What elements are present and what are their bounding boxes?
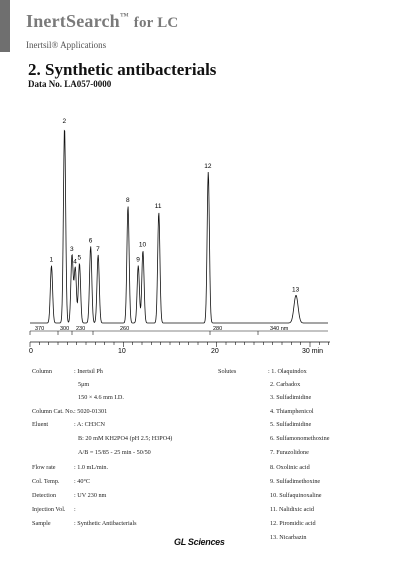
solute-item: 4. Thiamphenicol: [270, 408, 314, 415]
wavelength-label-6: 340 nm: [270, 326, 289, 332]
wavelength-label-4: 260: [120, 326, 130, 332]
time-axis-ticks: [30, 342, 329, 347]
peak-label-10: 10: [138, 241, 147, 249]
x-tick-label-10: 10: [118, 348, 126, 355]
peak-label-9: 9: [136, 256, 140, 264]
column-value: : Inertsil Ph: [74, 368, 103, 375]
data-number: Data No. LA057-0000: [28, 79, 112, 89]
peak-label-4: 4: [73, 258, 77, 266]
solute-item: 5. Sulfadimidine: [270, 421, 312, 428]
sample-label: Sample: [32, 520, 51, 527]
peak-labels: [50, 118, 300, 293]
eluent-label: Eluent: [32, 421, 49, 428]
x-tick-label-30: 30 min: [302, 348, 324, 355]
peak-label-7: 7: [96, 245, 100, 253]
solute-item: : 1. Olaquindox: [268, 368, 307, 375]
column-dimensions: 150 × 4.6 mm I.D.: [78, 394, 124, 401]
injection-label: Injection Vol.: [32, 506, 66, 513]
wavelength-label-1: 370: [35, 326, 45, 332]
peak-label-12: 12: [204, 162, 212, 170]
peak-label-6: 6: [88, 237, 93, 245]
x-tick-label-20: 20: [211, 348, 219, 355]
cat-label: Column Cat. No.: [32, 408, 75, 415]
solute-item: 3. Sulfadimidine: [270, 394, 312, 401]
solutes-label: Solutes: [218, 368, 237, 375]
peak-label-8: 8: [126, 196, 130, 204]
eluent-ratio: A/B = 15/85 - 25 min - 50/50: [78, 449, 151, 456]
solute-item: 9. Sulfadimethoxine: [270, 478, 321, 485]
solute-item: 12. Piromidic acid: [270, 520, 316, 527]
page-title: 2. Synthetic antibacterials: [28, 60, 217, 79]
flow-label: Flow rate: [32, 464, 56, 471]
time-axis: [29, 342, 330, 355]
solute-item: 10. Sulfaquinoxaline: [270, 492, 322, 499]
peak-label-3: 3: [70, 245, 74, 253]
brand-suffix: for LC: [133, 15, 179, 31]
wavelength-label-5: 280: [213, 326, 223, 332]
solute-item: 8. Oxolinic acid: [270, 464, 310, 471]
eluent-b: B: 20 mM KH2PO4 (pH 2.5; H3PO4): [78, 435, 173, 442]
flow-value: : 1.0 mL/min.: [74, 464, 109, 471]
cat-value: : 5020-01301: [74, 408, 108, 415]
solute-item: 2. Carbadox: [270, 381, 301, 388]
brand-name: InertSearch: [26, 11, 120, 31]
peak-label-5: 5: [77, 254, 82, 262]
gl-sciences-logo: GL Sciences: [174, 537, 225, 547]
peak-label-2: 2: [62, 118, 67, 125]
trademark-mark: ™: [119, 11, 130, 21]
sample-value: : Synthetic Antibacterials: [74, 520, 137, 527]
solute-item: 7. Furazolidone: [270, 449, 309, 456]
applications-label: Inertsil® Applications: [26, 40, 107, 50]
detection-value: : UV 230 nm: [74, 492, 107, 499]
temp-value: : 40°C: [74, 478, 91, 485]
eluent-a: : A: CH3CN: [74, 421, 105, 428]
wavelength-program-bar: [30, 326, 328, 335]
solute-item: 6. Sulfamonomethoxine: [270, 435, 330, 442]
peak-label-13: 13: [292, 286, 300, 294]
solute-item: 11. Nalidixic acid: [270, 506, 314, 513]
x-tick-label-0: 0: [29, 348, 33, 355]
particle-size: 5μm: [78, 381, 90, 388]
solute-item: 13. Nicarbazin: [270, 534, 307, 541]
peak-label-1: 1: [49, 256, 54, 264]
detection-label: Detection: [32, 492, 57, 499]
chromatogram-trace: [30, 131, 328, 323]
column-label: Column: [32, 368, 52, 375]
peak-label-11: 11: [154, 203, 162, 211]
wavelength-label-2: 300: [60, 326, 70, 332]
wavelength-label-3: 230: [76, 326, 86, 332]
temp-label: Col. Temp.: [32, 478, 60, 485]
injection-value: :: [74, 506, 76, 513]
